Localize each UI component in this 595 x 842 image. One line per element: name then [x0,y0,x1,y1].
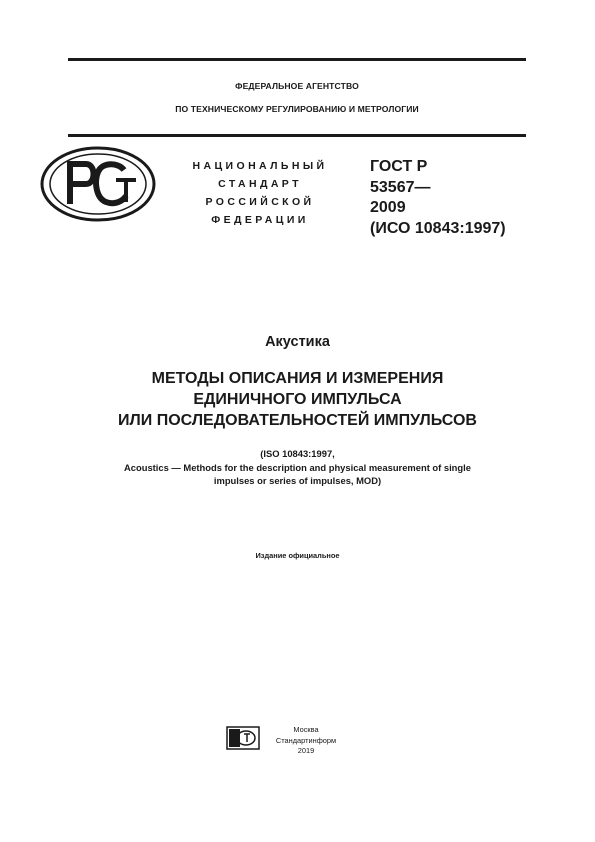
publisher-logo-icon [226,726,260,750]
title-line-3: ИЛИ ПОСЛЕДОВАТЕЛЬНОСТЕЙ ИМПУЛЬСОВ [118,412,477,429]
middle-rule [68,134,526,137]
designation-line-2: 53567— [370,178,431,196]
publisher-name: Стандартинформ [275,735,337,745]
designation-line-3: 2009 [370,199,406,216]
intl-line-3: impulses or series of impulses, MOD) [213,475,382,486]
standard-type-line-1: НАЦИОНАЛЬНЫЙ [192,160,328,172]
top-rule [68,58,526,61]
publisher-block [266,725,346,757]
publisher-year: 2019 [297,746,315,755]
designation-line-4: (ИСО 10843:1997) [370,219,506,237]
standard-type-line-3: РОССИЙСКОЙ [205,196,315,208]
standard-type-line-2: СТАНДАРТ [218,178,302,190]
intl-line-1: (ISO 10843:1997, [260,448,335,459]
standard-type-line-4: ФЕДЕРАЦИИ [211,214,309,226]
publisher-city: Москва [293,725,319,734]
rst-logo-icon [40,146,156,222]
intl-line-2: Acoustics — Methods for the description and physical measurement of single [124,461,471,473]
title-line-1: МЕТОДЫ ОПИСАНИЯ И ИЗМЕРЕНИЯ [151,370,444,387]
standard-type [170,157,350,229]
title-line-2: ЕДИНИЧНОГО ИМПУЛЬСА [193,391,402,408]
designation-line-1: ГОСТ Р [370,158,428,175]
designation [370,157,506,239]
agency-line-1: ФЕДЕРАЛЬНОЕ АГЕНТСТВО [235,81,359,91]
subject-heading: Акустика [265,334,330,350]
agency-line-2: ПО ТЕХНИЧЕСКОМУ РЕГУЛИРОВАНИЮ И МЕТРОЛОГИИ [175,104,419,114]
document-title [0,368,595,431]
edition-note: Издание официальное [255,551,340,560]
international-reference [0,447,595,488]
